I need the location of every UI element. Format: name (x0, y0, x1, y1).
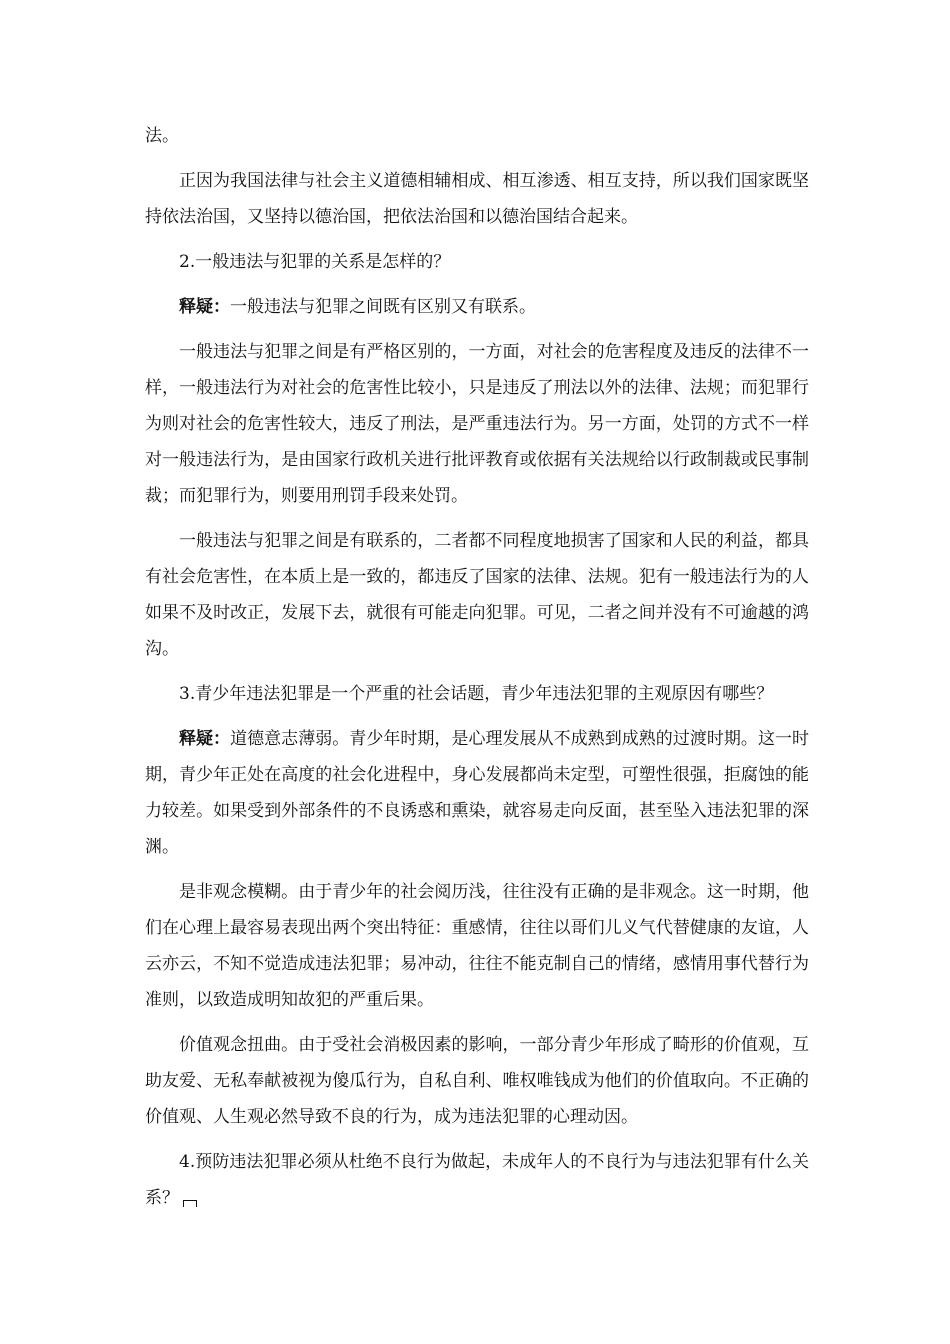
paragraph-law-morality: 正因为我国法律与社会主义道德相辅相成、相互渗透、相互支持，所以我们国家既坚持依法治国，又坚持以德治国，把依法治国和以德治国结合起来。 (145, 171, 809, 227)
text-cursor-icon (183, 1200, 197, 1207)
question-2: 2.一般违法与犯罪的关系是怎样的？ (179, 252, 451, 272)
answer-text: 一般违法与犯罪之间既有区别又有联系。 (230, 297, 536, 317)
question-4 (145, 1144, 809, 1216)
answer-label: 释疑： (179, 729, 231, 749)
paragraph-continuation: 法。 (145, 126, 179, 146)
question-3: 3.青少年违法犯罪是一个严重的社会话题，青少年违法犯罪的主观原因有哪些？ (179, 684, 774, 704)
document-body (145, 118, 809, 1216)
paragraph-right-wrong: 是非观念模糊。由于青少年的社会阅历浅，往往没有正确的是非观念。这一时期，他们在心理上最容易表现出两个突出特征：重感情，往往以哥们儿义气代替健康的友谊，人云亦云，不知不觉造成违法犯罪；易冲动，往往不能克制自己的情绪，感情用事代替行为准则，以致造成明知故犯的严重后果。 (145, 882, 809, 1010)
answer-2 (145, 289, 809, 325)
answer-label: 释疑： (179, 297, 230, 317)
answer-3 (145, 721, 809, 865)
paragraph-values: 价值观念扭曲。由于受社会消极因素的影响，一部分青少年形成了畸形的价值观，互助友爱、无私奉献被视为傻瓜行为，自私自利、唯权唯钱成为他们的价值取向。不正确的价值观、人生观必然导致不良的行为，成为违法犯罪的心理动因。 (145, 1035, 809, 1127)
paragraph-connection: 一般违法与犯罪之间是有联系的，二者都不同程度地损害了国家和人民的利益，都具有社会危害性，在本质上是一致的，都违反了国家的法律、法规。犯有一般违法行为的人如果不及时改正，发展下去，就很有可能走向犯罪。可见，二者之间并没有不可逾越的鸿沟。 (145, 531, 809, 659)
question-4-text: 4.预防违法犯罪必须从杜绝不良行为做起，未成年人的不良行为与违法犯罪有什么关系？ (145, 1152, 809, 1208)
answer-text: 道德意志薄弱。青少年时期，是心理发展从不成熟到成熟的过渡时期。这一时期，青少年正处在高度的社会化进程中，身心发展都尚未定型，可塑性很强，拒腐蚀的能力较差。如果受到外部条件的不良诱惑和熏染，就容易走向反面，甚至坠入违法犯罪的深渊。 (145, 729, 810, 857)
paragraph-difference: 一般违法与犯罪之间是有严格区别的，一方面，对社会的危害程度及违反的法律不一样，一般违法行为对社会的危害性比较小，只是违反了刑法以外的法律、法规；而犯罪行为则对社会的危害性较大，违反了刑法，是严重违法行为。另一方面，处罚的方式不一样对一般违法行为，是由国家行政机关进行批评教育或依据有关法规给以行政制裁或民事制裁；而犯罪行为，则要用刑罚手段来处罚。 (145, 342, 809, 506)
